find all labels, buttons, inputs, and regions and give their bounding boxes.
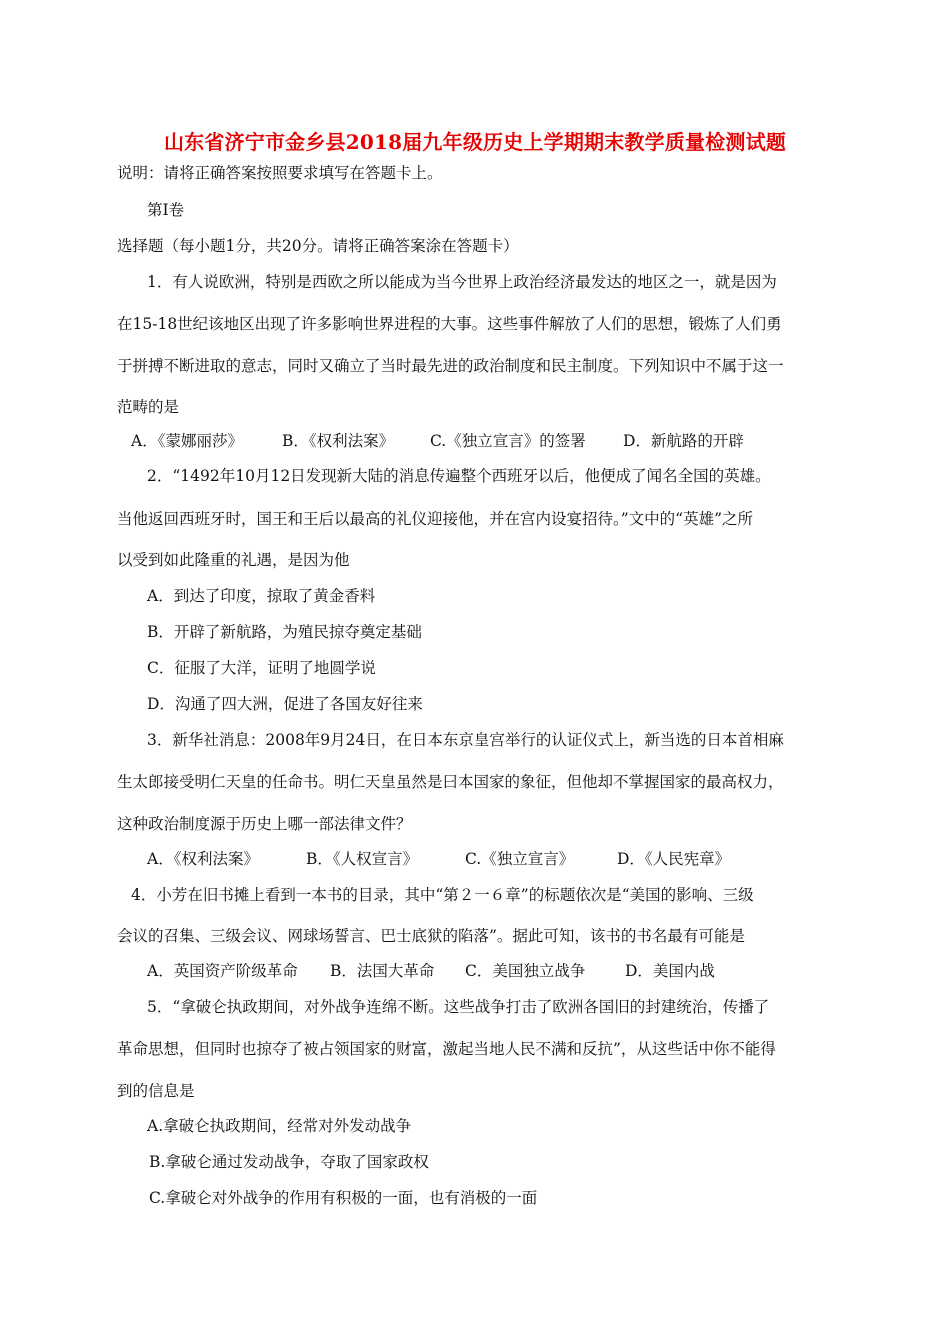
question-4-option-b: B．法国大革命 bbox=[330, 962, 435, 980]
question-4-option-c: C．美国独立战争 bbox=[465, 962, 586, 980]
question-2-line-1: 2．“1492年10月12日发现新大陆的消息传遍整个西班牙以后，他便成了闻名全国的英雄。 bbox=[147, 467, 771, 485]
question-1-line-3: 于拼搏不断进取的意志，同时又确立了当时最先进的政治制度和民主制度。下列知识中不属于这一 bbox=[117, 357, 784, 375]
question-4-line-2: 会议的召集、三级会议、网球场誓言、巴士底狱的陷落”。据此可知，该书的书名最有可能是 bbox=[117, 927, 745, 945]
question-5-line-2: 革命思想，但同时也掠夺了被占领国家的财富，激起当地人民不满和反抗”，从这些话中你不能得 bbox=[117, 1040, 776, 1058]
question-5-option-b: B.拿破仑通过发动战争，夺取了国家政权 bbox=[149, 1153, 429, 1171]
question-4-options bbox=[0, 961, 950, 981]
question-5-line-1: 5．“拿破仑执政期间，对外战争连绵不断。这些战争打击了欧洲各国旧的封建统治，传播了 bbox=[147, 998, 770, 1016]
question-3-option-b: B．《人权宣言》 bbox=[306, 850, 419, 868]
instruction-note: 说明：请将正确答案按照要求填写在答题卡上。 bbox=[117, 164, 443, 182]
question-1-line-4: 范畴的是 bbox=[117, 398, 180, 416]
question-2-option-b: B．开辟了新航路，为殖民掠夺奠定基础 bbox=[147, 623, 422, 641]
question-4-option-d: D．美国内战 bbox=[625, 962, 715, 980]
question-4-option-a: A．英国资产阶级革命 bbox=[147, 962, 298, 980]
question-2-option-c: C．征服了大洋，证明了地圆学说 bbox=[147, 659, 376, 677]
question-1-options bbox=[0, 431, 950, 451]
question-2-option-a: A．到达了印度，掠取了黄金香料 bbox=[147, 587, 376, 605]
question-2-option-d: D．沟通了四大洲，促进了各国友好往来 bbox=[147, 695, 423, 713]
question-2-line-2: 当他返回西班牙时，国王和王后以最高的礼仪迎接他，并在宫内设宴招待。”文中的“英雄”之所 bbox=[117, 510, 754, 528]
question-2-line-3: 以受到如此隆重的礼遇，是因为他 bbox=[117, 551, 350, 569]
question-5-line-3: 到的信息是 bbox=[117, 1082, 195, 1100]
question-5-option-a: A.拿破仑执政期间，经常对外发动战争 bbox=[147, 1117, 412, 1135]
question-4-line-1: 4．小芳在旧书摊上看到一本书的目录，其中“第２一６章”的标题依次是“美国的影响、三级 bbox=[131, 886, 754, 904]
question-3-line-3: 这种政治制度源于历史上哪一部法律文件？ bbox=[117, 815, 412, 833]
question-3-options bbox=[0, 849, 950, 869]
section-description: 选择题（每小题1分，共20分。请将正确答案涂在答题卡） bbox=[117, 237, 519, 255]
page-title: 山东省济宁市金乡县2018届九年级历史上学期期末教学质量检测试题 bbox=[163, 130, 787, 154]
question-1-option-c: C.《独立宣言》的签署 bbox=[430, 432, 586, 450]
question-3-line-2: 生太郎接受明仁天皇的任命书。明仁天皇虽然是曰本国家的象征，但他却不掌握国家的最高权力， bbox=[117, 773, 784, 791]
section-heading: 第Ⅰ卷 bbox=[147, 201, 185, 219]
question-1-option-b: B．《权利法案》 bbox=[282, 432, 395, 450]
question-1-option-d: D．新航路的开辟 bbox=[623, 432, 744, 450]
question-3-option-c: C.《独立宣言》 bbox=[465, 850, 575, 868]
question-1-line-2: 在15-18世纪该地区出现了许多影响世界进程的大事。这些事件解放了人们的思想，锻炼了人们勇 bbox=[117, 315, 782, 333]
question-3-option-d: D．《人民宪章》 bbox=[617, 850, 731, 868]
question-1-line-1: 1．有人说欧洲，特别是西欧之所以能成为当今世界上政治经济最发达的地区之一，就是因为 bbox=[147, 273, 777, 291]
question-1-option-a: A．《蒙娜丽莎》 bbox=[131, 432, 243, 450]
question-3-line-1: 3．新华社消息：2008年9月24日，在日本东京皇宫举行的认证仪式上，新当选的日本首相麻 bbox=[147, 731, 784, 749]
question-3-option-a: A．《权利法案》 bbox=[147, 850, 259, 868]
question-5-option-c: C.拿破仑对外战争的作用有积极的一面，也有消极的一面 bbox=[149, 1189, 538, 1207]
